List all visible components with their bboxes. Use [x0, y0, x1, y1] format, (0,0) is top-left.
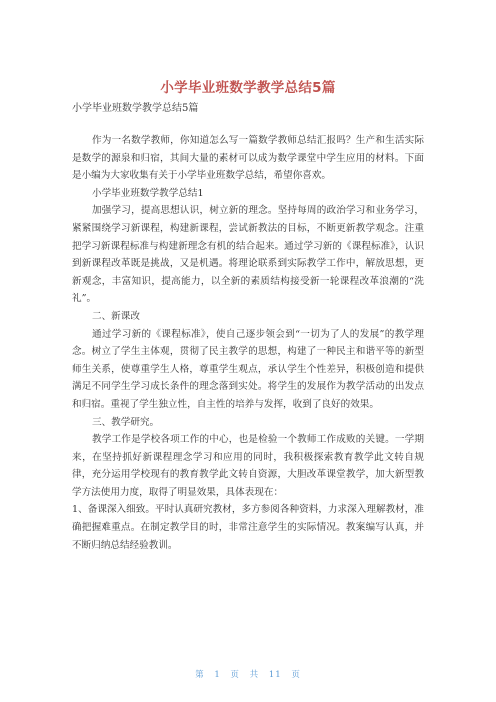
section-heading: 二、新课改 [92, 310, 140, 322]
section-heading: 小学毕业班数学教学总结1 [92, 187, 204, 199]
body-paragraph: 通过学习新的《课程标准》，使自己逐步领会到“一切为了人的发展”的教学理念。树立了学生主体观，贯彻了民主教学的思想，构建了一种民主和谐平等的新型师生关系，使尊重学生人格，尊重学生观点，承认学生个性差异，积极创造和提供满足不同学生学习成长条件的理念落到实处。将学生的发展作为教学活动的出发点和归宿。重视了学生独立性，自主性的培养与发挥，收到了良好的效果。 [72, 328, 424, 410]
document-title: 小学毕业班数学教学总结5篇 [160, 80, 336, 96]
body-paragraph: 加强学习，提高思想认识，树立新的理念。坚持每周的政治学习和业务学习，紧紧围绕学习新课程，构建新课程，尝试新教法的目标，不断更新教学观念。注重把学习新课程标准与构建新理念有机的结合起来。通过学习新的《课程标准》，认识到新课程改革既是挑战，又是机遇。将理论联系到实际教学工作中，解放思想，更新观念，丰富知识，提高能力，以全新的素质结构接受新一轮课程改革浪潮的“洗礼”。 [72, 205, 424, 305]
page-footer: 第 1 页 共 11 页 [195, 670, 301, 680]
body-paragraph: 1、备课深入细致。平时认真研究教材，多方参阅各种资料，力求深入理解教材，准确把握难重点。在制定教学目的时，非常注意学生的实际情况。教案编写认真，并不断归纳总结经验教训。 [72, 504, 424, 551]
document-subtitle: 小学毕业班数学教学总结5篇 [72, 103, 199, 114]
body-paragraph: 教学工作是学校各项工作的中心，也是检验一个教师工作成败的关键。一学期来，在坚持抓好新课程理念学习和应用的同时，我积极探索教育教学此文转自规律，充分运用学校现有的教育教学此文转自资源，大胆改革课堂教学，加大新型教学方法使用力度，取得了明显效果，具体表现在： [72, 434, 424, 498]
body-paragraph: 作为一名数学教师，你知道怎么写一篇数学教师总结汇报吗？生产和生活实际是数学的源泉和归宿，其间大量的素材可以成为数学课堂中学生应用的材料。下面是小编为大家收集有关于小学毕业班数学总结，希望你喜欢。 [72, 135, 424, 182]
document-body [72, 132, 424, 554]
section-heading: 三、教学研究。 [92, 416, 160, 428]
